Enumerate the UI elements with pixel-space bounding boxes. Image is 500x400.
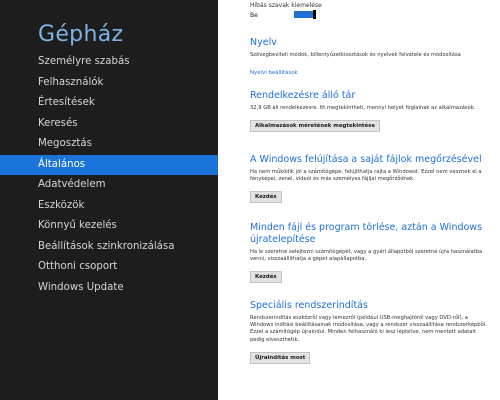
reset-start-button[interactable]: Kezdés xyxy=(250,271,282,283)
sidebar-item[interactable]: Windows Update xyxy=(38,281,124,293)
language-section xyxy=(250,37,488,78)
restart-now-button[interactable]: Újraindítás most xyxy=(250,352,310,364)
storage-section xyxy=(250,90,488,132)
advanced-startup-description: Rendszerindítás eszközről vagy lemezről (például USB-meghajtóról vagy DVD-ről), a Windows indítási beállításainak módosítása, vagy a rendszer visszaállítása rendszerképből. Ezzel a számítógép újraindul. Minden felhasználó ki lesz léptetve, nem mentett adatait pedig elveszthetik. xyxy=(250,315,487,343)
refresh-description: Ha nem működik jól a számítógépe, felújíthatja rajta a Windowst. Ezzel nem vesznek el a fényképei, zenéi, videói és más személyes fájljai megőrződnek. xyxy=(250,169,482,183)
spelling-toggle-label: Hibás szavak kiemelése xyxy=(250,2,322,9)
sidebar-item[interactable]: Általános xyxy=(0,155,218,176)
sidebar-item[interactable]: Megosztás xyxy=(38,138,92,149)
settings-content xyxy=(218,0,500,400)
sidebar-item[interactable]: Adatvédelem xyxy=(38,179,106,190)
refresh-start-button[interactable]: Kezdés xyxy=(250,191,282,203)
advanced-startup-section xyxy=(250,300,488,364)
toggle-fill xyxy=(294,11,313,18)
refresh-title: A Windows felújítása a saját fájlok megőrzésével xyxy=(250,154,482,165)
sidebar-item[interactable]: Személyre szabás xyxy=(38,56,130,67)
language-description: Szövegbeviteli módok, billentyűzetkiosztások és nyelvek felvétele és módosítása xyxy=(250,52,461,58)
sidebar-item[interactable]: Otthoni csoport xyxy=(38,261,118,272)
storage-title: Rendelkezésre álló tár xyxy=(250,90,356,101)
reset-description: Ha le szeretné selejtezni számítógépét, vagy a gyári állapotból szeretné újra használatba venni, visszaállíthatja a gépet alapállapotba. xyxy=(250,249,483,263)
view-app-sizes-button[interactable]: Alkalmazások méretének megtekintése xyxy=(250,120,380,132)
advanced-startup-title: Speciális rendszerindítás xyxy=(250,300,368,311)
sidebar-item[interactable]: Beállítások szinkronizálása xyxy=(38,240,175,252)
toggle-thumb[interactable] xyxy=(313,10,316,19)
reset-section xyxy=(250,222,488,283)
sidebar-item[interactable]: Eszközök xyxy=(38,199,85,211)
language-title: Nyelv xyxy=(250,37,277,48)
sidebar-item[interactable]: Felhasználók xyxy=(38,76,104,88)
refresh-section xyxy=(250,154,488,203)
sidebar-item[interactable]: Könnyű kezelés xyxy=(38,220,117,231)
spelling-toggle[interactable] xyxy=(294,11,316,18)
storage-description: 32,9 GB áll rendelkezésre. Itt megtekintheti, mennyi helyet foglalnak az alkalmazások. xyxy=(250,105,476,111)
spelling-toggle-state: Be xyxy=(250,12,258,19)
sidebar-item[interactable]: Értesítések xyxy=(38,97,95,108)
page-title: Gépház xyxy=(38,22,124,47)
settings-sidebar xyxy=(0,0,218,400)
settings-nav xyxy=(0,52,218,298)
sidebar-item[interactable]: Keresés xyxy=(38,117,78,129)
reset-title: Minden fájl és program törlése, aztán a Windows újratelepítése xyxy=(250,222,483,245)
language-settings-link[interactable]: Nyelvi beállítások xyxy=(250,70,298,77)
